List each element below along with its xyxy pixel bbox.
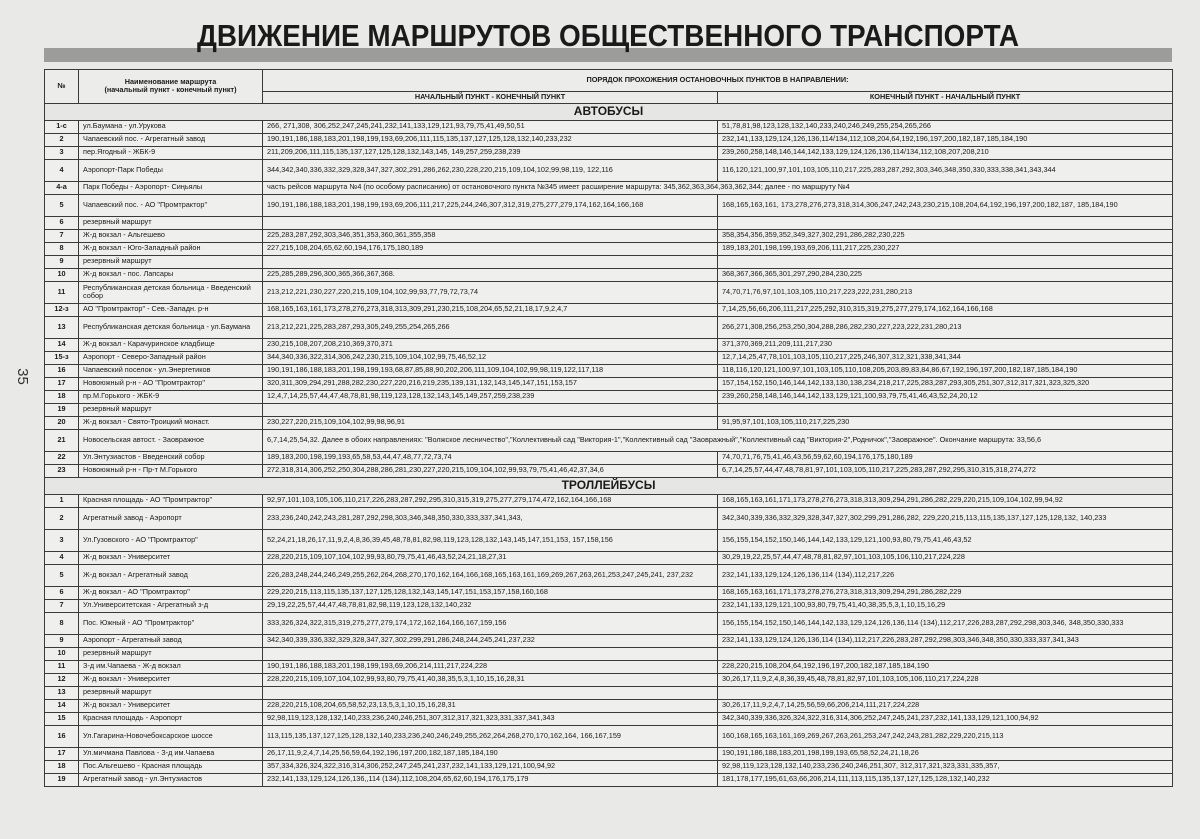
header-forward-direction: НАЧАЛЬНЫЙ ПУНКТ - КОНЕЧНЫЙ ПУНКТ	[263, 92, 718, 104]
route-stops-backward: 30,26,17,11,9,2,4,8,36,39,45,48,78,81,82,97,101,103,105,106,110,217,224,228	[718, 673, 1173, 686]
page-title: ДВИЖЕНИЕ МАРШРУТОВ ОБЩЕСТВЕННОГО ТРАНСПОРТА	[196, 18, 1020, 53]
route-number: 19	[45, 403, 79, 416]
route-name: пер.Ягодный - ЖБК-9	[79, 146, 263, 159]
route-number: 1-с	[45, 120, 79, 133]
route-stops-both-directions: часть рейсов маршрута №4 (по особому расписанию) от остановочного пункта №345 имеет расширение маршрута: 345,362,363,364,363,362,344; далее - по маршруту №4	[263, 181, 1173, 194]
route-name: Агрегатный завод - ул.Энтузиастов	[79, 773, 263, 786]
route-stops-backward: 51,78,81,98,123,128,132,140,233,240,246,249,255,254,265,266	[718, 120, 1173, 133]
route-number: 20	[45, 416, 79, 429]
route-number: 15-з	[45, 351, 79, 364]
route-number: 23	[45, 464, 79, 477]
route-number: 4-а	[45, 181, 79, 194]
route-stops-backward: 74,70,71,76,75,41,46,43,56,59,62,60,194,176,175,180,189	[718, 451, 1173, 464]
route-name: резервный маршрут	[79, 686, 263, 699]
route-stops-backward	[718, 686, 1173, 699]
route-number: 13	[45, 686, 79, 699]
route-number: 21	[45, 429, 79, 451]
route-stops-forward: 230,215,108,207,208,210,369,370,371	[263, 338, 718, 351]
route-number: 7	[45, 599, 79, 612]
route-stops-forward: 226,283,248,244,246,249,255,262,264,268,270,170,162,164,166,168,165,163,161,169,269,267,263,261,253,247,245,241, 237,232	[263, 564, 718, 586]
route-number: 16	[45, 364, 79, 377]
route-row	[45, 146, 1173, 159]
route-row	[45, 316, 1173, 338]
page-number: 35	[13, 368, 31, 385]
route-stops-forward: 225,283,287,292,303,346,351,353,360,361,355,358	[263, 229, 718, 242]
route-number: 18	[45, 390, 79, 403]
route-stops-forward: 228,220,215,109,107,104,102,99,93,80,79,75,41,40,38,35,5,3,1,10,15,16,28,31	[263, 673, 718, 686]
route-stops-backward: 92,98,119,123,128,132,140,233,236,240,246,251,307, 312,317,321,323,331,335,357,	[718, 760, 1173, 773]
route-name: АО "Промтрактор" - Сев.-Западн. р-н	[79, 303, 263, 316]
route-stops-forward	[263, 216, 718, 229]
route-row	[45, 773, 1173, 786]
route-stops-backward: 12,7,14,25,47,78,101,103,105,110,217,225,246,307,312,321,338,341,344	[718, 351, 1173, 364]
route-row	[45, 612, 1173, 634]
route-name: Новосельская автост. - Заовражное	[79, 429, 263, 451]
route-row	[45, 760, 1173, 773]
route-number: 17	[45, 747, 79, 760]
route-stops-backward: 168,165,163,161,171,173,278,276,273,318,313,309,294,291,286,282,229	[718, 586, 1173, 599]
route-number: 10	[45, 647, 79, 660]
route-number: 11	[45, 660, 79, 673]
header-stop-order: ПОРЯДОК ПРОХОЖЕНИЯ ОСТАНОВОЧНЫХ ПУНКТОВ В НАПРАВЛЕНИИ:	[263, 70, 1173, 92]
route-name: Ул.Гагарина-Новочебоксарское шоссе	[79, 725, 263, 747]
route-stops-forward: 272,318,314,306,252,250,304,288,286,281,230,227,220,215,109,104,102,99,93,79,75,41,46,42,37,34,6	[263, 464, 718, 477]
route-stops-backward	[718, 647, 1173, 660]
route-row	[45, 303, 1173, 316]
route-row	[45, 242, 1173, 255]
route-stops-backward: 190,191,186,188,183,201,198,199,193,65,58,52,24,21,18,26	[718, 747, 1173, 760]
route-number: 2	[45, 133, 79, 146]
route-number: 14	[45, 699, 79, 712]
route-row	[45, 634, 1173, 647]
route-row	[45, 229, 1173, 242]
route-row	[45, 403, 1173, 416]
route-row	[45, 429, 1173, 451]
route-row	[45, 416, 1173, 429]
route-name: Красная площадь - АО "Промтрактор"	[79, 494, 263, 507]
route-name: Новоюжный р-н - АО "Промтрактор"	[79, 377, 263, 390]
route-name: резервный маршрут	[79, 216, 263, 229]
route-row	[45, 451, 1173, 464]
route-name: резервный маршрут	[79, 255, 263, 268]
route-number: 11	[45, 281, 79, 303]
route-row	[45, 216, 1173, 229]
route-row	[45, 120, 1173, 133]
route-row	[45, 647, 1173, 660]
route-stops-forward: 344,342,340,336,332,329,328,347,327,302,291,286,262,230,228,220,215,109,104,102,99,98,119, 122,116	[263, 159, 718, 181]
section-title: АВТОБУСЫ	[45, 103, 1173, 120]
route-stops-backward	[718, 216, 1173, 229]
route-stops-forward: 342,340,339,336,332,329,328,347,327,302,299,291,286,248,244,245,241,237,232	[263, 634, 718, 647]
route-row	[45, 699, 1173, 712]
route-number: 9	[45, 634, 79, 647]
route-stops-backward: 156,155,154,152,150,146,144,142,133,129,124,126,136,114 (134),112,217,226,283,287,292,298,303,346, 348,350,330,333	[718, 612, 1173, 634]
route-row	[45, 507, 1173, 529]
route-row	[45, 181, 1173, 194]
route-stops-forward	[263, 403, 718, 416]
route-stops-forward: 213,212,221,230,227,220,215,109,104,102,99,93,77,79,72,73,74	[263, 281, 718, 303]
route-stops-backward: 232,141,133,129,124,126,136,114/134,112,108,204,64,192,196,197,200,182,187,185,184,190	[718, 133, 1173, 146]
route-stops-backward: 168,165,163,161,171,173,278,276,273,318,313,309,294,291,286,282,229,220,215,109,104,102,99,94,92	[718, 494, 1173, 507]
route-name: Республиканская детская больница - ул.Баумана	[79, 316, 263, 338]
route-stops-backward: 189,183,201,198,199,193,69,206,111,217,225,230,227	[718, 242, 1173, 255]
route-stops-forward: 213,212,221,225,283,287,293,305,249,255,254,265,266	[263, 316, 718, 338]
route-stops-forward: 229,220,215,113,115,135,137,127,125,128,132,143,145,147,151,153,157,158,160,168	[263, 586, 718, 599]
routes-table-body	[45, 103, 1173, 786]
route-name: Агрегатный завод - Аэропорт	[79, 507, 263, 529]
route-stops-forward: 92,98,119,123,128,132,140,233,236,240,246,251,307,312,317,321,323,331,337,341,343	[263, 712, 718, 725]
route-stops-backward: 368,367,366,365,301,297,290,284,230,225	[718, 268, 1173, 281]
route-number: 3	[45, 146, 79, 159]
route-stops-backward: 342,340,339,336,326,324,322,316,314,306,252,247,245,241,237,232,141,133,129,121,100,94,92	[718, 712, 1173, 725]
route-name: Ул.Гузовского - АО "Промтрактор"	[79, 529, 263, 551]
route-stops-backward: 7,14,25,56,66,206,111,217,225,292,310,315,319,275,277,279,174,162,164,166,168	[718, 303, 1173, 316]
route-name: резервный маршрут	[79, 647, 263, 660]
route-row	[45, 551, 1173, 564]
route-row	[45, 529, 1173, 551]
route-row	[45, 673, 1173, 686]
section-header-row	[45, 103, 1173, 120]
route-name: Аэропорт - Агрегатный завод	[79, 634, 263, 647]
route-stops-backward: 74,70,71,76,97,101,103,105,110,217,223,222,231,280,213	[718, 281, 1173, 303]
route-row	[45, 364, 1173, 377]
route-name: Ул.Энтузиастов - Введенский собор	[79, 451, 263, 464]
route-stops-forward: 344,340,336,322,314,306,242,230,215,109,104,102,99,75,46,52,12	[263, 351, 718, 364]
route-name: З-д им.Чапаева - Ж-д вокзал	[79, 660, 263, 673]
route-stops-forward: 333,326,324,322,315,319,275,277,279,174,172,162,164,166,167,159,156	[263, 612, 718, 634]
route-name: Ж-д вокзал - Университет	[79, 699, 263, 712]
route-stops-forward: 230,227,220,215,109,104,102,99,98,96,91	[263, 416, 718, 429]
route-number: 5	[45, 564, 79, 586]
route-stops-forward: 189,183,200,198,199,193,65,58,53,44,47,48,77,72,73,74	[263, 451, 718, 464]
route-row	[45, 725, 1173, 747]
route-name: Чапаевский поселок - ул.Энергетиков	[79, 364, 263, 377]
route-name: Ж-д вокзал - пос. Лапсары	[79, 268, 263, 281]
route-stops-forward: 357,334,326,324,322,316,314,306,252,247,245,241,237,232,141,133,129,121,100,94,92	[263, 760, 718, 773]
route-stops-backward: 232,141,133,129,124,126,136,114 (134),112,217,226	[718, 564, 1173, 586]
route-row	[45, 660, 1173, 673]
route-stops-forward: 12,4,7,14,25,57,44,47,48,78,81,98,119,123,128,132,143,145,149,257,259,238,239	[263, 390, 718, 403]
route-stops-forward: 320,311,309,294,291,288,282,230,227,220,216,219,235,139,131,132,143,145,147,151,153,157	[263, 377, 718, 390]
header-route-name	[79, 70, 263, 104]
route-number: 6	[45, 586, 79, 599]
route-row	[45, 599, 1173, 612]
route-stops-forward	[263, 647, 718, 660]
route-name: пр.М.Горького - ЖБК-9	[79, 390, 263, 403]
route-stops-forward: 190,191,186,188,183,201,198,199,193,69,206,214,111,217,224,228	[263, 660, 718, 673]
route-stops-forward: 168,165,163,161,173,278,276,273,318,313,309,291,230,215,108,204,65,52,21,18,17,9,2,4,7	[263, 303, 718, 316]
route-row	[45, 281, 1173, 303]
route-stops-backward: 116,120,121,100,97,101,103,105,110,217,225,283,287,292,303,346,348,350,330,333,338,341,343,344	[718, 159, 1173, 181]
route-name: Ж-д вокзал - Университет	[79, 551, 263, 564]
route-stops-backward	[718, 255, 1173, 268]
route-number: 8	[45, 242, 79, 255]
route-number: 13	[45, 316, 79, 338]
route-number: 19	[45, 773, 79, 786]
route-stops-backward: 168,165,163,161, 173,278,276,273,318,314,306,247,242,243,230,215,108,204,64,192,196,197,200,182,187, 185,184,190	[718, 194, 1173, 216]
route-row	[45, 712, 1173, 725]
route-stops-forward: 228,220,215,109,107,104,102,99,93,80,79,75,41,46,43,52,24,21,18,27,31	[263, 551, 718, 564]
route-number: 4	[45, 551, 79, 564]
route-name: Ж-д вокзал - Альгешево	[79, 229, 263, 242]
route-stops-forward: 190,191,186,188,183,201,198,199,193,69,206,111,115,135,137,127,125,128,132,140,233,232	[263, 133, 718, 146]
route-number: 6	[45, 216, 79, 229]
route-stops-forward: 227,215,108,204,65,62,60,194,176,175,180,189	[263, 242, 718, 255]
route-name: Чапаевский пос. - АО "Промтрактор"	[79, 194, 263, 216]
header-backward-direction: КОНЕЧНЫЙ ПУНКТ - НАЧАЛЬНЫЙ ПУНКТ	[718, 92, 1173, 104]
section-title: ТРОЛЛЕЙБУСЫ	[45, 477, 1173, 494]
route-stops-forward: 266, 271,308, 306,252,247,245,241,232,141,133,129,121,93,79,75,41,49,50,51	[263, 120, 718, 133]
route-name: Ж-д вокзал - Университет	[79, 673, 263, 686]
route-stops-backward: 6,7,14,25,57,44,47,48,78,81,97,101,103,105,110,217,225,283,287,292,295,310,315,318,274,272	[718, 464, 1173, 477]
route-stops-backward: 371,370,369,211,209,111,217,230	[718, 338, 1173, 351]
route-number: 10	[45, 268, 79, 281]
route-number: 18	[45, 760, 79, 773]
route-number: 4	[45, 159, 79, 181]
route-row	[45, 464, 1173, 477]
route-stops-forward: 211,209,206,111,115,135,137,127,125,128,132,143,145, 149,257,259,238,239	[263, 146, 718, 159]
route-row	[45, 377, 1173, 390]
route-stops-backward: 118,116,120,121,100,97,101,103,105,110,108,205,203,89,83,84,86,67,192,196,197,200,182,187,185,184,190	[718, 364, 1173, 377]
route-number: 16	[45, 725, 79, 747]
route-stops-backward: 181,178,177,195,61,63,66,206,214,111,113,115,135,137,127,125,128,132,140,232	[718, 773, 1173, 786]
route-name: Чапаевский пос. - Агрегатный завод	[79, 133, 263, 146]
route-row	[45, 351, 1173, 364]
route-row	[45, 494, 1173, 507]
route-stops-backward: 157,154,152,150,146,144,142,133,130,138,234,218,217,225,283,287,293,305,251,307,312,317,321,323,325,320	[718, 377, 1173, 390]
title-block	[44, 18, 1172, 66]
route-name: Ж-д вокзал - Агрегатный завод	[79, 564, 263, 586]
route-number: 12-з	[45, 303, 79, 316]
route-row	[45, 686, 1173, 699]
route-number: 22	[45, 451, 79, 464]
routes-table	[44, 69, 1173, 787]
route-stops-backward: 266,271,308,256,253,250,304,288,286,282,230,227,223,222,231,280,213	[718, 316, 1173, 338]
route-row	[45, 390, 1173, 403]
route-stops-forward: 233,236,240,242,243,281,287,292,298,303,346,348,350,330,333,337,341,343,	[263, 507, 718, 529]
route-name: Республиканская детская больница - Введенский собор	[79, 281, 263, 303]
route-row	[45, 268, 1173, 281]
route-stops-backward: 239,260,258,148,146,144,142,133,129,124,126,136,114/134,112,108,207,208,210	[718, 146, 1173, 159]
header-route-name-line2: (начальный пункт - конечный пункт)	[104, 85, 237, 95]
route-row	[45, 586, 1173, 599]
route-row	[45, 194, 1173, 216]
route-stops-backward: 358,354,356,359,352,349,327,302,291,286,282,230,225	[718, 229, 1173, 242]
route-number: 5	[45, 194, 79, 216]
route-stops-backward: 239,260,258,148,146,144,142,133,129,121,100,93,79,75,41,46,43,52,24,20,12	[718, 390, 1173, 403]
route-name: Парк Победы - Аэропорт- Сиңьялы	[79, 181, 263, 194]
route-name: Пос. Южный - АО "Промтрактор"	[79, 612, 263, 634]
route-name: Аэропорт-Парк Победы	[79, 159, 263, 181]
route-stops-forward: 190,191,186,188,183,201,198,199,193,68,87,85,88,90,202,206,111,109,104,102,99,98,119,122,117,118	[263, 364, 718, 377]
route-number: 3	[45, 529, 79, 551]
route-stops-forward	[263, 255, 718, 268]
route-name: ул.Баумана - ул.Урукова	[79, 120, 263, 133]
route-stops-backward: 156,155,154,152,150,146,144,142,133,129,121,100,93,80,79,75,41,46,43,52	[718, 529, 1173, 551]
route-number: 1	[45, 494, 79, 507]
route-stops-backward: 160,168,165,163,161,169,269,267,263,261,253,247,242,243,281,282,229,220,215,113	[718, 725, 1173, 747]
route-stops-forward: 92,97,101,103,105,106,110,217,226,283,287,292,295,310,315,319,275,277,279,174,472,162,164,166,168	[263, 494, 718, 507]
route-name: Ж-д вокзал - Юго-Западный район	[79, 242, 263, 255]
route-stops-backward	[718, 403, 1173, 416]
route-number: 17	[45, 377, 79, 390]
route-stops-forward: 225,285,289,296,300,365,366,367,368.	[263, 268, 718, 281]
route-stops-forward	[263, 686, 718, 699]
route-stops-backward: 91,95,97,101,103,105,110,217,225,230	[718, 416, 1173, 429]
header-number: №	[45, 70, 79, 104]
route-stops-forward: 52,24,21,18,26,17,11,9,2,4,8,36,39,45,48,78,81,82,98,119,123,128,132,143,145,147,151,153, 157,158,156	[263, 529, 718, 551]
route-row	[45, 564, 1173, 586]
route-name: Ж-д вокзал - Карачуринское кладбище	[79, 338, 263, 351]
route-stops-backward: 228,220,215,108,204,64,192,196,197,200,182,187,185,184,190	[718, 660, 1173, 673]
route-stops-backward: 30,29,19,22,25,57,44,47,48,78,81,82,97,101,103,105,106,110,217,224,228	[718, 551, 1173, 564]
header-route-name-line1: Наименование маршрута	[124, 76, 217, 86]
route-stops-forward: 29,19,22,25,57,44,47,48,78,81,82,98,119,123,128,132,140,232	[263, 599, 718, 612]
route-name: Ж-д вокзал - АО "Промтрактор"	[79, 586, 263, 599]
route-row	[45, 133, 1173, 146]
route-number: 2	[45, 507, 79, 529]
route-name: Новоюжный р-н - Пр-т М.Горького	[79, 464, 263, 477]
route-stops-backward: 30,26,17,11,9,2,4,7,14,25,56,59,66,206,214,111,217,224,228	[718, 699, 1173, 712]
route-number: 8	[45, 612, 79, 634]
route-number: 12	[45, 673, 79, 686]
route-row	[45, 159, 1173, 181]
route-stops-backward: 342,340,339,336,332,329,328,347,327,302,299,291,286,282, 229,220,215,113,115,135,137,127,125,128,132, 140,233	[718, 507, 1173, 529]
route-row	[45, 747, 1173, 760]
route-stops-forward: 113,115,135,137,127,125,128,132,140,233,236,240,246,249,255,262,264,268,270,170,162,164, 166,167,159	[263, 725, 718, 747]
section-header-row	[45, 477, 1173, 494]
route-name: Пос.Альгешево - Красная площадь	[79, 760, 263, 773]
route-number: 7	[45, 229, 79, 242]
route-name: Красная площадь - Аэропорт	[79, 712, 263, 725]
route-number: 9	[45, 255, 79, 268]
route-stops-forward: 228,220,215,108,204,65,58,52,23,13,5,3,1,10,15,16,28,31	[263, 699, 718, 712]
route-name: резервный маршрут	[79, 403, 263, 416]
route-stops-forward: 26,17,11,9,2,4,7,14,25,56,59,64,192,196,197,200,182,187,185,184,190	[263, 747, 718, 760]
route-stops-backward: 232,141,133,129,124,126,136,114 (134),112,217,226,283,287,292,298,303,346,348,350,330,333,337,341,343	[718, 634, 1173, 647]
route-stops-forward: 190,191,186,188,183,201,198,199,193,69,206,111,217,225,244,246,307,312,319,275,277,279,174,162,164,166,168	[263, 194, 718, 216]
route-name: Ж-д вокзал - Свято-Троицкий монаст.	[79, 416, 263, 429]
route-name: Ул.Университетская - Агрегатный з-д	[79, 599, 263, 612]
route-row	[45, 338, 1173, 351]
route-row	[45, 255, 1173, 268]
route-number: 15	[45, 712, 79, 725]
route-stops-backward: 232,141,133,129,121,100,93,80,79,75,41,40,38,35,5,3,1,10,15,16,29	[718, 599, 1173, 612]
route-stops-forward: 232,141,133,129,124,126,136,,114 (134),112,108,204,65,62,60,194,176,175,179	[263, 773, 718, 786]
route-number: 14	[45, 338, 79, 351]
route-name: Аэропорт - Северо-Западный район	[79, 351, 263, 364]
route-name: Ул.мичмана Павлова - З-д им.Чапаева	[79, 747, 263, 760]
route-stops-both-directions: 6,7,14,25,54,32. Далее в обоих направлениях: "Волжское лесничество","Коллективный сад "Виктория-1","Коллективный сад "Заовражный","Коллективный сад "Виктория-2",Родничок","Заовражное". Окончание маршрута: 33,56,6	[263, 429, 1173, 451]
